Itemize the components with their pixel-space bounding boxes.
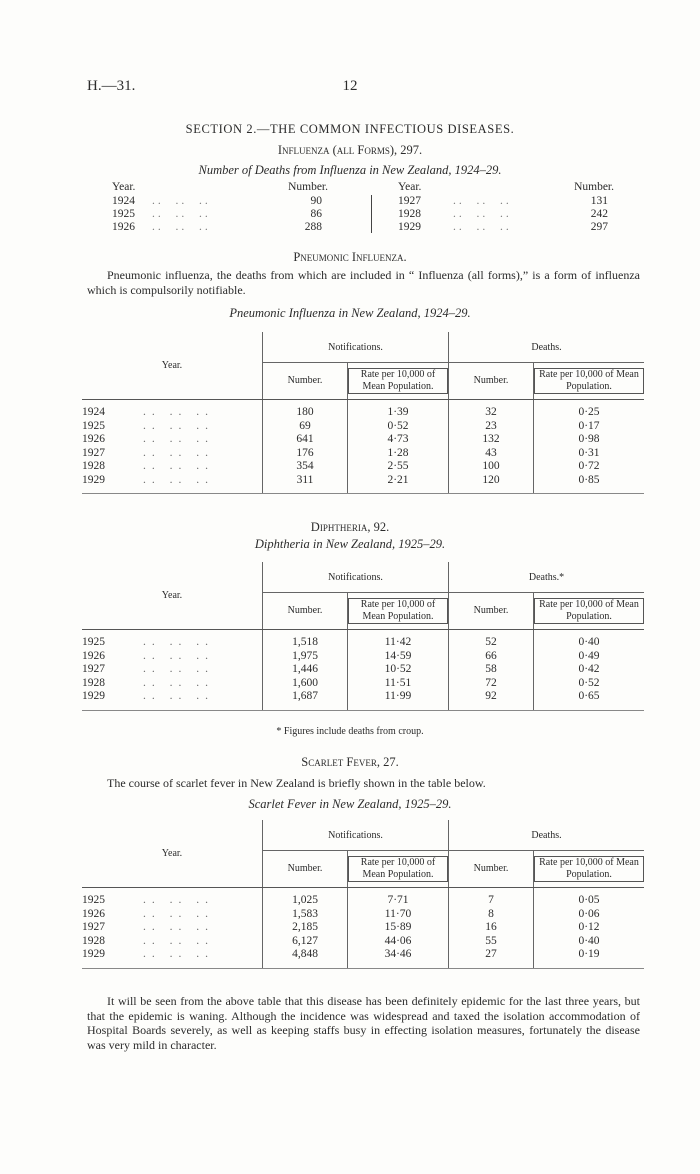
diphtheria-heading: Diphtheria, 92. (310, 520, 390, 534)
scarlet-table (82, 820, 644, 969)
col-notif-rate: Rate per 10,000 of Mean Population. (348, 856, 448, 882)
table-row: 1929 .. .. .. 4,848 34·46 27 0·19 (82, 948, 644, 962)
table-row: 1928 .. .. .. 1,600 11·51 72 0·52 (82, 677, 644, 691)
table-row: 1928 .. .. .. 354 2·55 100 0·72 (82, 460, 644, 474)
section-title: SECTION 2.—THE COMMON INFECTIOUS DISEASES. (185, 122, 515, 136)
document-id: H.—31. (87, 78, 136, 94)
col-year: Year. (112, 181, 136, 193)
table-row: 1929 .. .. .. 297 (398, 221, 608, 233)
table-row: 1928 .. .. .. 242 (398, 208, 608, 220)
pneumonic-text: Pneumonic influenza, the deaths from which are included in “ Influenza (all forms),” is a form of influenza which is compulsorily notifiable. (87, 268, 640, 297)
col-death-number: Number. (449, 593, 534, 630)
table-row: 1925 .. .. .. 1,025 7·71 7 0·05 (82, 894, 644, 908)
table-row: 1926 .. .. .. 1,975 14·59 66 0·49 (82, 650, 644, 664)
influenza-table-left (112, 181, 352, 234)
column-divider (371, 195, 372, 233)
table-row: 1924 .. .. .. 180 1·39 32 0·25 (82, 406, 644, 420)
diphtheria-table (82, 562, 644, 711)
col-notif-rate: Rate per 10,000 of Mean Population. (348, 368, 448, 394)
col-notifications: Notifications. (263, 820, 449, 851)
pneumonic-heading: Pneumonic Influenza. (293, 250, 407, 264)
col-deaths: Deaths. (449, 820, 645, 851)
col-deaths: Deaths.* (449, 562, 645, 593)
diphtheria-caption: Diphtheria in New Zealand, 1925–29. (254, 537, 446, 551)
table-row: 1929 .. .. .. 311 2·21 120 0·85 (82, 474, 644, 488)
table-row: 1929 .. .. .. 1,687 11·99 92 0·65 (82, 690, 644, 704)
scarlet-closing: It will be seen from the above table that this disease has been definitely epidemic for the last three years, but that the epidemic is waning. Although the incidence was widespread and taxed the isolation accommodation of Hospital Boards severely, as well as keeping staffs busy in effecting isolation measures, fortunately the disease was very mild in character. (87, 994, 640, 1052)
col-death-rate: Rate per 10,000 of Mean Population. (534, 368, 644, 394)
col-death-number: Number. (449, 851, 534, 888)
influenza-table-right (398, 181, 638, 234)
table-row: 1925 .. .. .. 86 (112, 208, 322, 220)
scarlet-caption: Scarlet Fever in New Zealand, 1925–29. (248, 797, 452, 811)
influenza-caption: Number of Deaths from Influenza in New Zealand, 1924–29. (198, 163, 502, 177)
scarlet-intro: The course of scarlet fever in New Zealand is briefly shown in the table below. (107, 776, 486, 790)
col-year: Year. (398, 181, 422, 193)
col-death-rate: Rate per 10,000 of Mean Population. (534, 856, 644, 882)
table-row: 1927 .. .. .. 131 (398, 195, 608, 207)
col-notif-number: Number. (263, 593, 348, 630)
col-notif-number: Number. (263, 851, 348, 888)
col-notifications: Notifications. (263, 332, 449, 363)
col-death-number: Number. (449, 363, 534, 400)
col-notif-rate: Rate per 10,000 of Mean Population. (348, 598, 448, 624)
table-row: 1926 .. .. .. 641 4·73 132 0·98 (82, 433, 644, 447)
col-notifications: Notifications. (263, 562, 449, 593)
table-row: 1927 .. .. .. 176 1·28 43 0·31 (82, 447, 644, 461)
table-row: 1925 .. .. .. 1,518 11·42 52 0·40 (82, 636, 644, 650)
diphtheria-footnote: * Figures include deaths from croup. (276, 726, 424, 737)
table-row: 1927 .. .. .. 1,446 10·52 58 0·42 (82, 663, 644, 677)
col-year: Year. (82, 820, 263, 888)
table-row: 1926 .. .. .. 288 (112, 221, 322, 233)
col-year: Year. (82, 562, 263, 630)
col-number: Number. (574, 181, 614, 193)
page-number: 12 (342, 78, 358, 94)
pneumonic-caption: Pneumonic Influenza in New Zealand, 1924–29. (229, 306, 471, 320)
col-year: Year. (82, 332, 263, 400)
influenza-table (112, 181, 628, 234)
table-row: 1926 .. .. .. 1,583 11·70 8 0·06 (82, 908, 644, 922)
table-row: 1925 .. .. .. 69 0·52 23 0·17 (82, 420, 644, 434)
col-notif-number: Number. (263, 363, 348, 400)
scarlet-heading: Scarlet Fever, 27. (301, 755, 399, 769)
table-row: 1927 .. .. .. 2,185 15·89 16 0·12 (82, 921, 644, 935)
table-row: 1928 .. .. .. 6,127 44·06 55 0·40 (82, 935, 644, 949)
col-death-rate: Rate per 10,000 of Mean Population. (534, 598, 644, 624)
table-row: 1924 .. .. .. 90 (112, 195, 322, 207)
pneumonic-table (82, 332, 644, 494)
influenza-heading: Influenza (all Forms), 297. (277, 143, 423, 157)
col-deaths: Deaths. (449, 332, 645, 363)
col-number: Number. (288, 181, 328, 193)
